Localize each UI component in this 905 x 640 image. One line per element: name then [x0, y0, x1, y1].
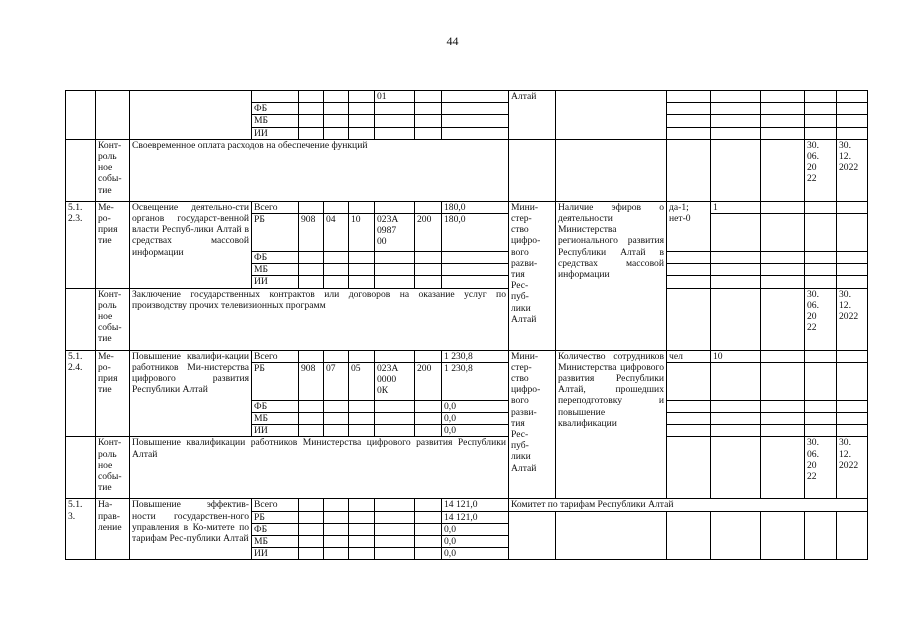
cell-executor: Мини- стер- ство цифро- вого рazви- тия Рес- пуб- лики Алтай — [509, 201, 556, 350]
cell-sum: 0,0 — [442, 523, 509, 535]
cell-name — [130, 91, 252, 140]
cell-date-start: 30. 06. 20 22 — [805, 288, 837, 350]
cell-date-start — [805, 91, 837, 103]
cell-value — [761, 91, 805, 103]
cell-sum — [442, 91, 509, 103]
cell-type: Конт- роль ное собы- тие — [96, 288, 130, 350]
cell-type: Ме- ро- прия тие — [96, 201, 130, 288]
cell-name: Повышение квалифи-кации работников Ми-нистерства цифрового развития Республики Алтай — [130, 350, 252, 437]
program-plan-table — [65, 90, 868, 560]
cell-date-start: 30. 06. 20 22 — [805, 139, 837, 201]
cell-source: Всего — [252, 499, 299, 511]
cell-pr: 05 — [349, 362, 375, 400]
cell-source: ФБ — [252, 400, 299, 412]
cell-date-start: 30. 06. 20 22 — [805, 437, 837, 499]
cell-sum: 180,0 — [442, 201, 509, 213]
cell-rz: 07 — [324, 362, 349, 400]
cell-num: 5.1. 2.4. — [66, 350, 96, 437]
control-event-text: Повышение квалификации работников Министерства цифрового развития Республики Алтай — [130, 437, 509, 499]
table-row — [66, 91, 868, 103]
table-row — [66, 499, 868, 511]
cell-unit: чел — [667, 350, 711, 362]
cell-executor: Комитет по тарифам Республики Алтай — [509, 499, 868, 511]
table-row — [66, 350, 868, 362]
cell-num — [66, 437, 96, 499]
page-number: 44 — [446, 34, 459, 48]
table-row — [66, 437, 868, 499]
cell-source: ФБ — [252, 252, 299, 264]
cell-source: ИИ — [252, 548, 299, 560]
cell-source: МБ — [252, 115, 299, 127]
cell-indicator: Количество сотрудников Министерства цифрового развития Республики Алтай, прошедших переподготовку и повышение квалификации — [556, 350, 667, 499]
cell-source: ИИ — [252, 425, 299, 437]
cell-vr: 200 — [415, 214, 442, 252]
cell-rz — [324, 91, 349, 103]
cell-sum: 0,0 — [442, 425, 509, 437]
cell-num — [66, 91, 96, 140]
cell-source: РБ — [252, 511, 299, 523]
cell-vr — [415, 91, 442, 103]
cell-rz: 04 — [324, 214, 349, 252]
cell-grbs: 908 — [299, 362, 324, 400]
cell-value: 10 — [711, 350, 761, 362]
cell-vr: 200 — [415, 362, 442, 400]
cell-source: Всего — [252, 350, 299, 362]
cell-source: Всего — [252, 201, 299, 213]
cell-source: РБ — [252, 362, 299, 400]
cell-type: Конт- роль ное собы- тие — [96, 437, 130, 499]
cell-source: МБ — [252, 536, 299, 548]
control-event-text: Своевременное оплата расходов на обеспечение функций — [130, 139, 509, 201]
cell-name: Освещение деятельно-сти органов государст-венной власти Респуб-лики Алтай в средствах массовой информации — [130, 201, 252, 288]
cell-indicator — [556, 91, 667, 140]
cell-indicator: Наличие эфиров о деятельности Министерства регионального развития Республики Алтай в средствах массовой информации — [556, 201, 667, 350]
cell-source: ФБ — [252, 103, 299, 115]
cell-date-end: 30. 12. 2022 — [837, 288, 868, 350]
cell-num: 5.1. 3. — [66, 499, 96, 560]
cell-num — [66, 139, 96, 201]
cell-executor — [509, 139, 556, 201]
cell-sum: 14 121,0 — [442, 499, 509, 511]
cell-value — [711, 91, 761, 103]
table-row — [66, 288, 868, 350]
cell-type: Конт- роль ное собы- тие — [96, 139, 130, 201]
cell-sum: 1 230,8 — [442, 362, 509, 400]
cell-sum: 180,0 — [442, 214, 509, 252]
cell-sum: 14 121,0 — [442, 511, 509, 523]
cell-grbs — [299, 91, 324, 103]
cell-source: МБ — [252, 413, 299, 425]
cell-type: На- прав- ление — [96, 499, 130, 560]
cell-date-end: 30. 12. 2022 — [837, 437, 868, 499]
cell-sum: 0,0 — [442, 548, 509, 560]
cell-sum: 0,0 — [442, 400, 509, 412]
cell-sum: 1 230,8 — [442, 350, 509, 362]
cell-unit — [667, 91, 711, 103]
cell-source — [252, 91, 299, 103]
cell-executor: Мини- стер- ство цифро- вого разви- тия Рес- пуб- лики Алтай — [509, 350, 556, 499]
cell-csr: 023А 0987 00 — [375, 214, 415, 252]
table-row — [66, 201, 868, 213]
cell-type — [96, 91, 130, 140]
cell-num — [66, 288, 96, 350]
control-event-text: Заключение государственных контрактов или договоров на оказание услуг по производству прочих телевизионных программ — [130, 288, 509, 350]
cell-pr — [349, 91, 375, 103]
cell-pr: 10 — [349, 214, 375, 252]
cell-name: Повышение эффектив-ности государствен-ного управления в Ко-митете по тарифам Рес-публики Алтай — [130, 499, 252, 560]
cell-source: РБ — [252, 214, 299, 252]
table-row — [66, 139, 868, 201]
cell-source: МБ — [252, 264, 299, 276]
cell-csr: 01 — [375, 91, 415, 103]
cell-indicator — [556, 139, 667, 201]
cell-num: 5.1. 2.3. — [66, 201, 96, 288]
cell-date-end: 30. 12. 2022 — [837, 139, 868, 201]
cell-date-end — [837, 91, 868, 103]
cell-csr: 023А 0000 0К — [375, 362, 415, 400]
cell-source: ИИ — [252, 276, 299, 288]
cell-source: ИИ — [252, 127, 299, 139]
cell-type: Ме- ро- прия тие — [96, 350, 130, 437]
cell-sum: 0,0 — [442, 536, 509, 548]
cell-grbs: 908 — [299, 214, 324, 252]
cell-unit: да-1; нет-0 — [667, 201, 711, 251]
cell-source: ФБ — [252, 523, 299, 535]
cell-executor: Алтай — [509, 91, 556, 140]
cell-sum: 0,0 — [442, 413, 509, 425]
cell-value: 1 — [711, 201, 761, 213]
